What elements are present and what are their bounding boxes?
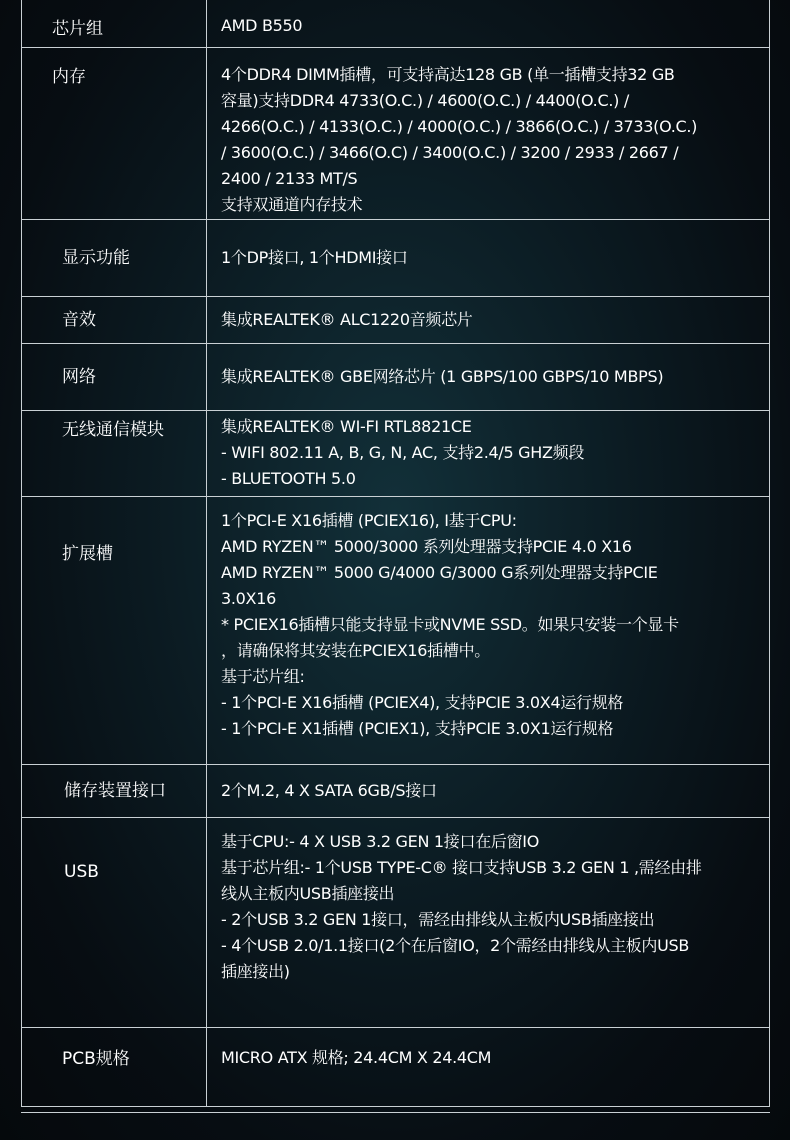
spec-label: 内存 bbox=[22, 48, 207, 219]
spec-value-line: 基于CPU:- 4 X USB 3.2 GEN 1接口在后窗IO bbox=[221, 832, 540, 851]
spec-row-chipset bbox=[22, 0, 769, 47]
spec-value-line: - 1个PCI-E X16插槽 (PCIEX4), 支持PCIE 3.0X4运行规格 bbox=[221, 693, 624, 712]
spec-value bbox=[207, 344, 769, 410]
spec-value bbox=[207, 48, 769, 219]
spec-value-line: MICRO ATX 规格; 24.4CM X 24.4CM bbox=[221, 1048, 492, 1067]
spec-value-line: - 1个PCI-E X1插槽 (PCIEX1), 支持PCIE 3.0X1运行规格 bbox=[221, 719, 614, 738]
spec-value-line: 集成REALTEK® ALC1220音频芯片 bbox=[221, 310, 473, 329]
spec-value bbox=[207, 818, 769, 1027]
spec-row-display bbox=[22, 219, 769, 296]
spec-label: 扩展槽 bbox=[22, 497, 207, 764]
spec-label: 音效 bbox=[22, 297, 207, 343]
spec-value-line: - 2个USB 3.2 GEN 1接口，需经由排线从主板内USB插座接出 bbox=[221, 910, 655, 929]
spec-label: 储存装置接口 bbox=[22, 765, 207, 817]
spec-value bbox=[207, 765, 769, 817]
spec-value-line: * PCIEX16插槽只能支持显卡或NVME SSD。如果只安装一个显卡 bbox=[221, 615, 679, 634]
spec-value-line: 1个DP接口, 1个HDMI接口 bbox=[221, 248, 408, 267]
spec-value-line: 1个PCI-E X16插槽 (PCIEX16), I基于CPU: bbox=[221, 511, 517, 530]
bottom-divider bbox=[21, 1112, 770, 1113]
spec-row-wireless bbox=[22, 410, 769, 496]
spec-row-usb bbox=[22, 817, 769, 1027]
spec-value-line: - 4个USB 2.0/1.1接口(2个在后窗IO，2个需经由排线从主板内USB bbox=[221, 936, 690, 955]
spec-row-network bbox=[22, 343, 769, 410]
spec-value-line: 3.0X16 bbox=[221, 589, 276, 608]
spec-value bbox=[207, 297, 769, 343]
spec-value-line: 集成REALTEK® WI-FI RTL8821CE bbox=[221, 417, 472, 436]
spec-value-line: 4个DDR4 DIMM插槽，可支持高达128 GB (单一插槽支持32 GB bbox=[221, 65, 675, 84]
spec-value bbox=[207, 411, 769, 496]
spec-label: USB bbox=[22, 818, 207, 1027]
spec-value-line: 支持双通道内存技术 bbox=[221, 195, 363, 214]
spec-value bbox=[207, 497, 769, 764]
spec-value-line: 4266(O.C.) / 4133(O.C.) / 4000(O.C.) / 3866(O.C.) / 3733(O.C.) bbox=[221, 117, 698, 136]
spec-value-line: 基于芯片组:- 1个USB TYPE-C® 接口支持USB 3.2 GEN 1 ,需经由排 bbox=[221, 858, 702, 877]
spec-label: PCB规格 bbox=[22, 1028, 207, 1106]
spec-row-audio bbox=[22, 296, 769, 343]
spec-value-line: 基于芯片组: bbox=[221, 667, 305, 686]
spec-value-line: AMD B550 bbox=[221, 16, 303, 35]
spec-value bbox=[207, 0, 769, 47]
spec-label: 网络 bbox=[22, 344, 207, 410]
spec-value-line: AMD RYZEN™ 5000 G/4000 G/3000 G系列处理器支持PCIE bbox=[221, 563, 658, 582]
spec-value-line: - BLUETOOTH 5.0 bbox=[221, 469, 356, 488]
spec-value-line: ，请确保将其安装在PCIEX16插槽中。 bbox=[221, 641, 490, 660]
spec-table bbox=[21, 0, 770, 1107]
spec-value-line: 集成REALTEK® GBE网络芯片 (1 GBPS/100 GBPS/10 MBPS) bbox=[221, 367, 664, 386]
spec-label: 显示功能 bbox=[22, 220, 207, 296]
spec-row-storage bbox=[22, 764, 769, 817]
spec-row-memory bbox=[22, 47, 769, 219]
spec-label: 无线通信模块 bbox=[22, 411, 207, 496]
spec-value-line: 2个M.2, 4 X SATA 6GB/S接口 bbox=[221, 781, 437, 800]
spec-value-line: - WIFI 802.11 A, B, G, N, AC, 支持2.4/5 GHZ频段 bbox=[221, 443, 585, 462]
spec-value-line: 2400 / 2133 MT/S bbox=[221, 169, 358, 188]
spec-value-line: 插座接出) bbox=[221, 962, 290, 981]
spec-row-expansion bbox=[22, 496, 769, 764]
spec-label: 芯片组 bbox=[22, 0, 207, 47]
spec-value-line: 线从主板内USB插座接出 bbox=[221, 884, 395, 903]
spec-value bbox=[207, 220, 769, 296]
spec-value-line: / 3600(O.C.) / 3466(O.C) / 3400(O.C.) / 3200 / 2933 / 2667 / bbox=[221, 143, 679, 162]
spec-value-line: 容量)支持DDR4 4733(O.C.) / 4600(O.C.) / 4400(O.C.) / bbox=[221, 91, 629, 110]
spec-row-pcb bbox=[22, 1027, 769, 1106]
spec-value bbox=[207, 1028, 769, 1106]
spec-value-line: AMD RYZEN™ 5000/3000 系列处理器支持PCIE 4.0 X16 bbox=[221, 537, 632, 556]
